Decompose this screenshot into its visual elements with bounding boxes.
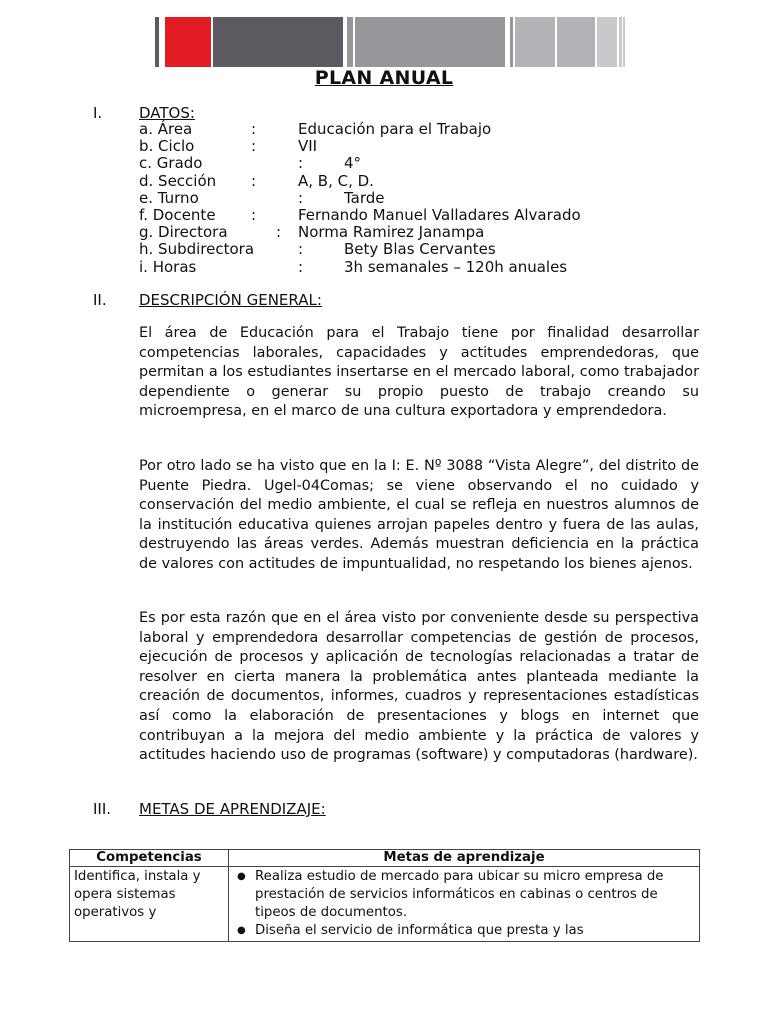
datos-value: VII — [298, 137, 318, 156]
banner-gray-stripe — [510, 17, 513, 67]
section-title: METAS DE APRENDIZAJE: — [139, 800, 326, 818]
datos-value: Norma Ramirez Janampa — [298, 223, 485, 242]
datos-label: a. Área — [139, 120, 193, 138]
section-heading-descripcion — [93, 291, 322, 309]
section-number: II. — [93, 291, 107, 309]
banner-thin-bar — [155, 17, 159, 67]
datos-value: Educación para el Trabajo — [298, 120, 492, 138]
datos-value: 4° — [344, 154, 362, 173]
datos-separator: : — [251, 120, 257, 138]
datos-label: e. Turno — [139, 188, 199, 207]
datos-label: c. Grado — [139, 154, 203, 173]
datos-label: b. Ciclo — [139, 137, 195, 156]
datos-value: Bety Blas Cervantes — [344, 240, 496, 259]
datos-separator: : — [298, 257, 304, 276]
bullet-icon: ● — [237, 871, 246, 882]
section-number: I. — [93, 104, 103, 122]
metas-table — [69, 849, 700, 942]
datos-separator: : — [251, 206, 257, 224]
table-header-row — [70, 850, 700, 867]
datos-label: i. Horas — [139, 257, 197, 276]
page-title: PLAN ANUAL — [314, 67, 454, 89]
banner-gray-block — [355, 17, 505, 67]
column-header: Competencias — [70, 850, 229, 867]
datos-separator: : — [298, 154, 304, 173]
competencia-cell: Identifica, instala y opera sistemas operativos y — [70, 867, 229, 942]
meta-text: Realiza estudio de mercado para ubicar su micro empresa de prestación de servicios informáticos en cabinas o centros de tipeos de documentos. — [255, 869, 664, 920]
header-banner — [155, 17, 625, 67]
list-item — [233, 868, 695, 922]
banner-light-block — [515, 17, 555, 67]
datos-separator: : — [251, 171, 257, 190]
banner-gray-stripe — [347, 17, 353, 67]
datos-label: f. Docente — [139, 206, 216, 224]
datos-value: A, B, C, D. — [298, 171, 374, 190]
banner-thin-bar — [619, 17, 622, 67]
bullet-icon: ● — [237, 925, 246, 936]
section-title: DESCRIPCIÓN GENERAL: — [139, 291, 322, 309]
banner-dark-block — [213, 17, 343, 67]
datos-value: Fernando Manuel Valladares Alvarado — [298, 206, 581, 224]
datos-value: Tarde — [344, 188, 385, 207]
banner-light-block — [557, 17, 595, 67]
banner-lighter-block — [597, 17, 617, 67]
datos-separator: : — [276, 223, 282, 242]
paragraph: Por otro lado se ha visto que en la I: E. Nº 3088 “Vista Alegre”, del distrito de Puente Piedra. Ugel-04Comas; se viene observando el no cuidado y conservación del medio ambiente, el cual se refleja en nuestros alumnos de la institución educativa quienes arrojan papeles dentro y fuera de las aulas, destruyendo las áreas verdes. Además muestran deficiencia en la práctica de valores con actitudes de impuntualidad, no respetando los bienes ajenos. — [139, 458, 699, 572]
datos-label: g. Directora — [139, 223, 228, 242]
datos-separator: : — [298, 188, 304, 207]
datos-label: d. Sección — [139, 171, 217, 190]
section-title: DATOS: — [139, 104, 195, 122]
metas-cell — [229, 867, 700, 942]
table-row — [70, 867, 700, 942]
meta-text: Diseña el servicio de informática que presta y las — [255, 923, 584, 938]
section-number: III. — [93, 800, 112, 818]
list-item — [233, 922, 695, 940]
datos-value: 3h semanales – 120h anuales — [344, 257, 568, 276]
banner-thin-bar — [623, 17, 625, 67]
datos-label: h. Subdirectora — [139, 240, 255, 259]
paragraph: El área de Educación para el Trabajo tiene por finalidad desarrollar competencias laborales, capacidades y actitudes emprendedoras, que permitan a los estudiantes insertarse en el mercado laboral, como trabajador dependiente o generar su propio puesto de trabajo creando su microempresa, en el marco de una cultura exportadora y emprendedora. — [139, 325, 699, 420]
column-header: Metas de aprendizaje — [229, 850, 700, 867]
paragraph: Es por esta razón que en el área visto por conveniente desde su perspectiva laboral y emprendedora desarrollar competencias de gestión de procesos, ejecución de procesos y aplicación de tecnologías relacionadas a tratar de resolver en cierta manera la problemática antes planteada mediante la creación de documentos, informes, cuadros y representaciones estadísticas así como la elaboración de presentaciones y blogs en internet que contribuyan a la mejora del medio ambiente y la práctica de valores y actitudes haciendo uso de programas (software) y computadoras (hardware). — [139, 610, 699, 764]
datos-separator: : — [251, 137, 257, 156]
banner-red-block — [165, 17, 211, 67]
section-heading-metas — [93, 800, 326, 818]
datos-separator: : — [298, 240, 304, 259]
